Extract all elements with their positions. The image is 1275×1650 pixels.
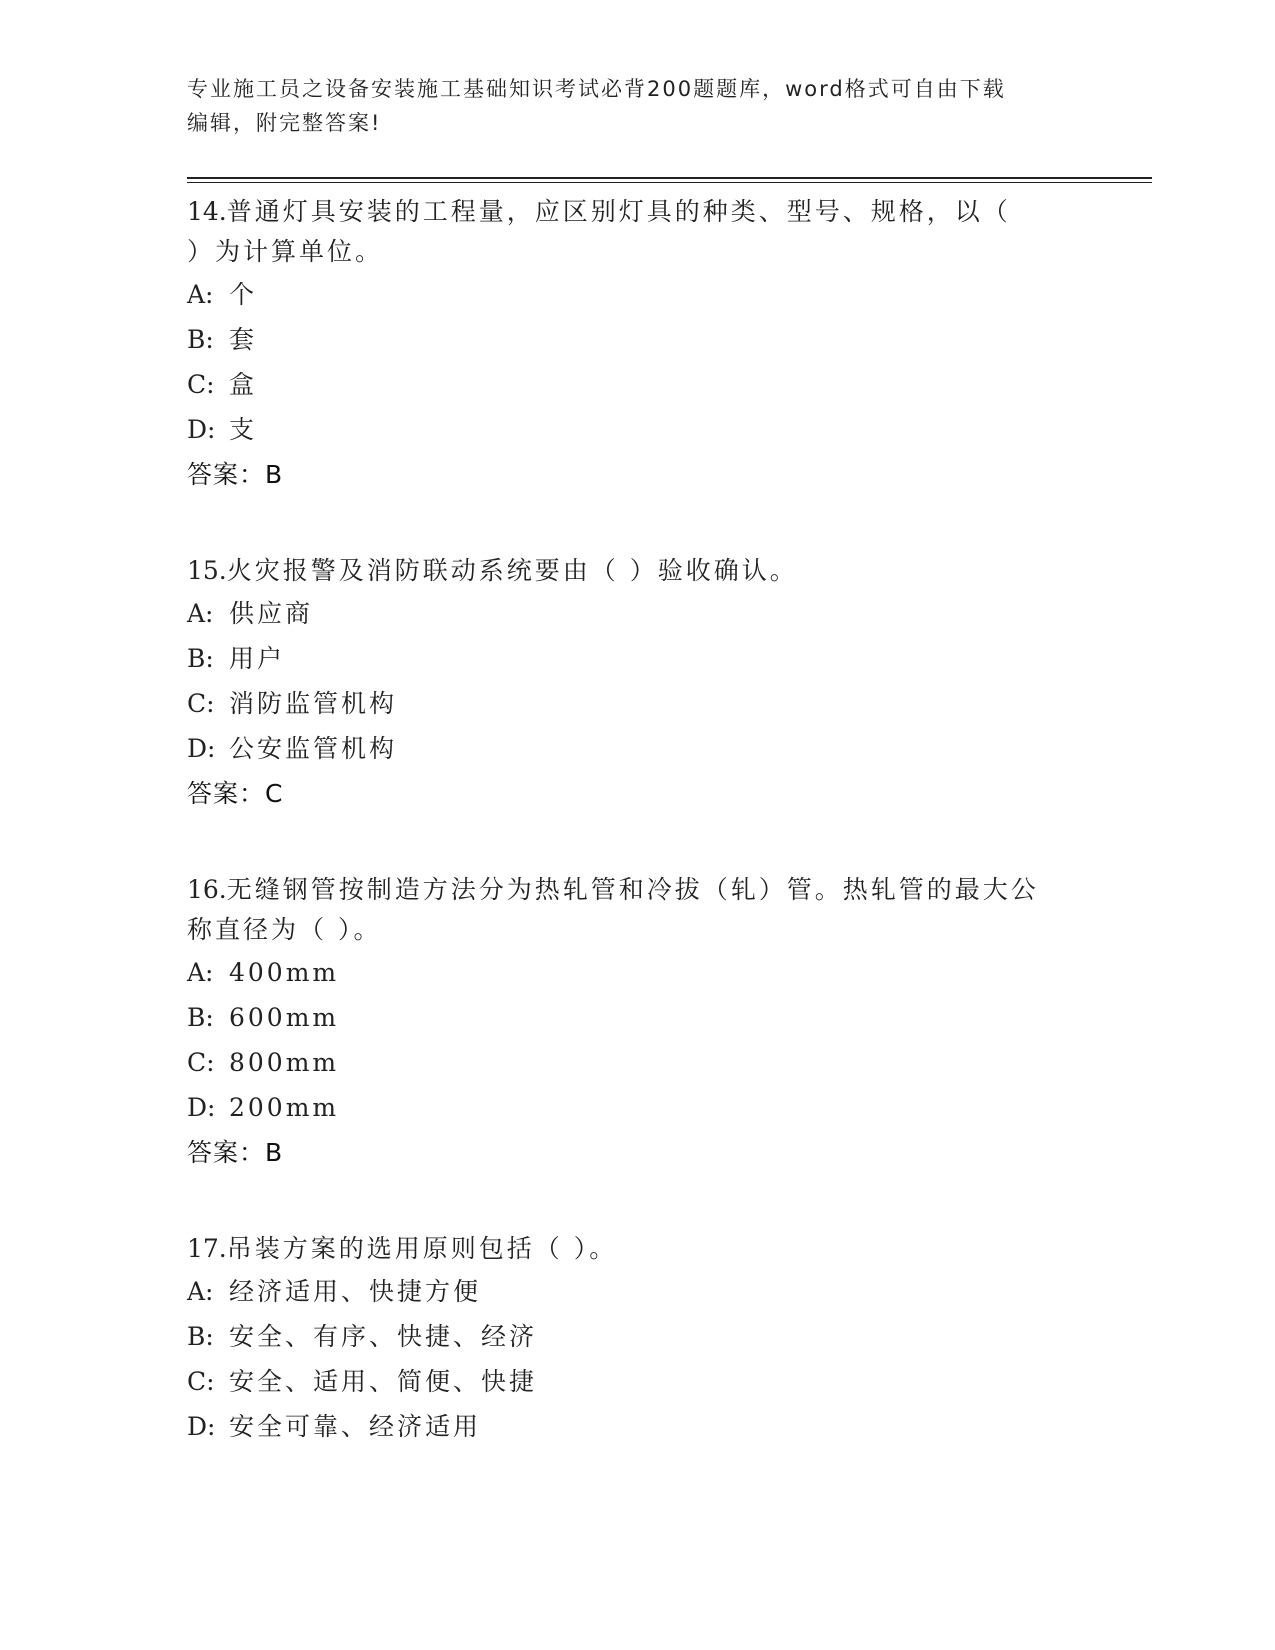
question-16 xyxy=(187,870,1087,1175)
question-list xyxy=(187,192,1087,1449)
option-c xyxy=(187,681,1087,726)
option-d xyxy=(187,407,1087,452)
option-c xyxy=(187,362,1087,407)
question-stem-line-2: ）为计算单位。 xyxy=(187,237,384,266)
option-letter: A: xyxy=(187,280,214,309)
option-text: 消防监管机构 xyxy=(229,689,398,718)
option-a xyxy=(187,272,1087,317)
answer-line: 答案：B xyxy=(187,1138,284,1167)
option-letter: D: xyxy=(187,415,216,444)
option-letter: D: xyxy=(187,1093,216,1122)
question-number: 17. xyxy=(187,1234,227,1263)
header-line-1: 专业施工员之设备安装施工基础知识考试必背200题题库，word格式可自由下载 xyxy=(187,77,1006,101)
question-stem xyxy=(187,870,1087,910)
option-c xyxy=(187,1359,1087,1404)
option-text: 安全、适用、简便、快捷 xyxy=(229,1367,538,1396)
option-text: 盒 xyxy=(229,370,258,399)
question-stem xyxy=(187,1229,1087,1269)
question-stem-line-1: 吊装方案的选用原则包括（ ）。 xyxy=(226,1234,618,1263)
option-letter: C: xyxy=(187,370,215,399)
option-letter: D: xyxy=(187,734,216,763)
question-spacer xyxy=(187,1175,1087,1229)
option-d xyxy=(187,1404,1087,1449)
header-divider-thick xyxy=(187,177,1152,179)
question-spacer xyxy=(187,497,1087,551)
option-letter: D: xyxy=(187,1412,216,1441)
option-b xyxy=(187,317,1087,362)
option-b xyxy=(187,995,1087,1040)
question-spacer xyxy=(187,816,1087,870)
option-c xyxy=(187,1040,1087,1085)
option-text: 经济适用、快捷方便 xyxy=(229,1277,482,1306)
question-15 xyxy=(187,551,1087,816)
option-text: 800mm xyxy=(229,1048,340,1077)
option-text: 200mm xyxy=(229,1093,340,1122)
option-letter: A: xyxy=(187,1277,214,1306)
question-14 xyxy=(187,192,1087,497)
question-stem xyxy=(187,551,1087,591)
option-text: 支 xyxy=(229,415,258,444)
header-divider-thin xyxy=(187,182,1152,183)
document-header xyxy=(187,72,1067,140)
question-stem-line-1: 火灾报警及消防联动系统要由（ ）验收确认。 xyxy=(226,556,798,585)
question-number: 15. xyxy=(187,556,227,585)
option-b xyxy=(187,1314,1087,1359)
option-text: 套 xyxy=(229,325,258,354)
question-17 xyxy=(187,1229,1087,1449)
option-letter: B: xyxy=(187,1322,214,1351)
question-number: 14. xyxy=(187,197,227,226)
option-d xyxy=(187,726,1087,771)
question-stem-line-2: 称直径为（ ）。 xyxy=(187,915,382,944)
option-letter: B: xyxy=(187,644,214,673)
option-text: 个 xyxy=(229,280,258,309)
option-letter: B: xyxy=(187,1003,214,1032)
option-letter: C: xyxy=(187,1048,215,1077)
option-text: 600mm xyxy=(229,1003,340,1032)
question-stem-line-1: 普通灯具安装的工程量，应区别灯具的种类、型号、规格，以（ xyxy=(226,197,1011,226)
answer-line: 答案：B xyxy=(187,460,284,489)
option-text: 400mm xyxy=(229,958,340,987)
header-line-2: 编辑，附完整答案! xyxy=(187,111,382,135)
option-letter: A: xyxy=(187,958,214,987)
answer-line: 答案：C xyxy=(187,779,284,808)
option-letter: C: xyxy=(187,689,215,718)
option-letter: B: xyxy=(187,325,214,354)
option-letter: C: xyxy=(187,1367,215,1396)
option-text: 供应商 xyxy=(229,599,314,628)
option-text: 用户 xyxy=(229,644,286,673)
option-text: 安全、有序、快捷、经济 xyxy=(229,1322,538,1351)
option-a xyxy=(187,1269,1087,1314)
option-d xyxy=(187,1085,1087,1130)
option-a xyxy=(187,591,1087,636)
question-stem xyxy=(187,192,1087,232)
option-b xyxy=(187,636,1087,681)
question-stem-line-1: 无缝钢管按制造方法分为热轧管和冷拔（轧）管。热轧管的最大公 xyxy=(226,875,1039,904)
option-text: 公安监管机构 xyxy=(229,734,398,763)
question-number: 16. xyxy=(187,875,227,904)
option-text: 安全可靠、经济适用 xyxy=(229,1412,482,1441)
option-letter: A: xyxy=(187,599,214,628)
option-a xyxy=(187,950,1087,995)
